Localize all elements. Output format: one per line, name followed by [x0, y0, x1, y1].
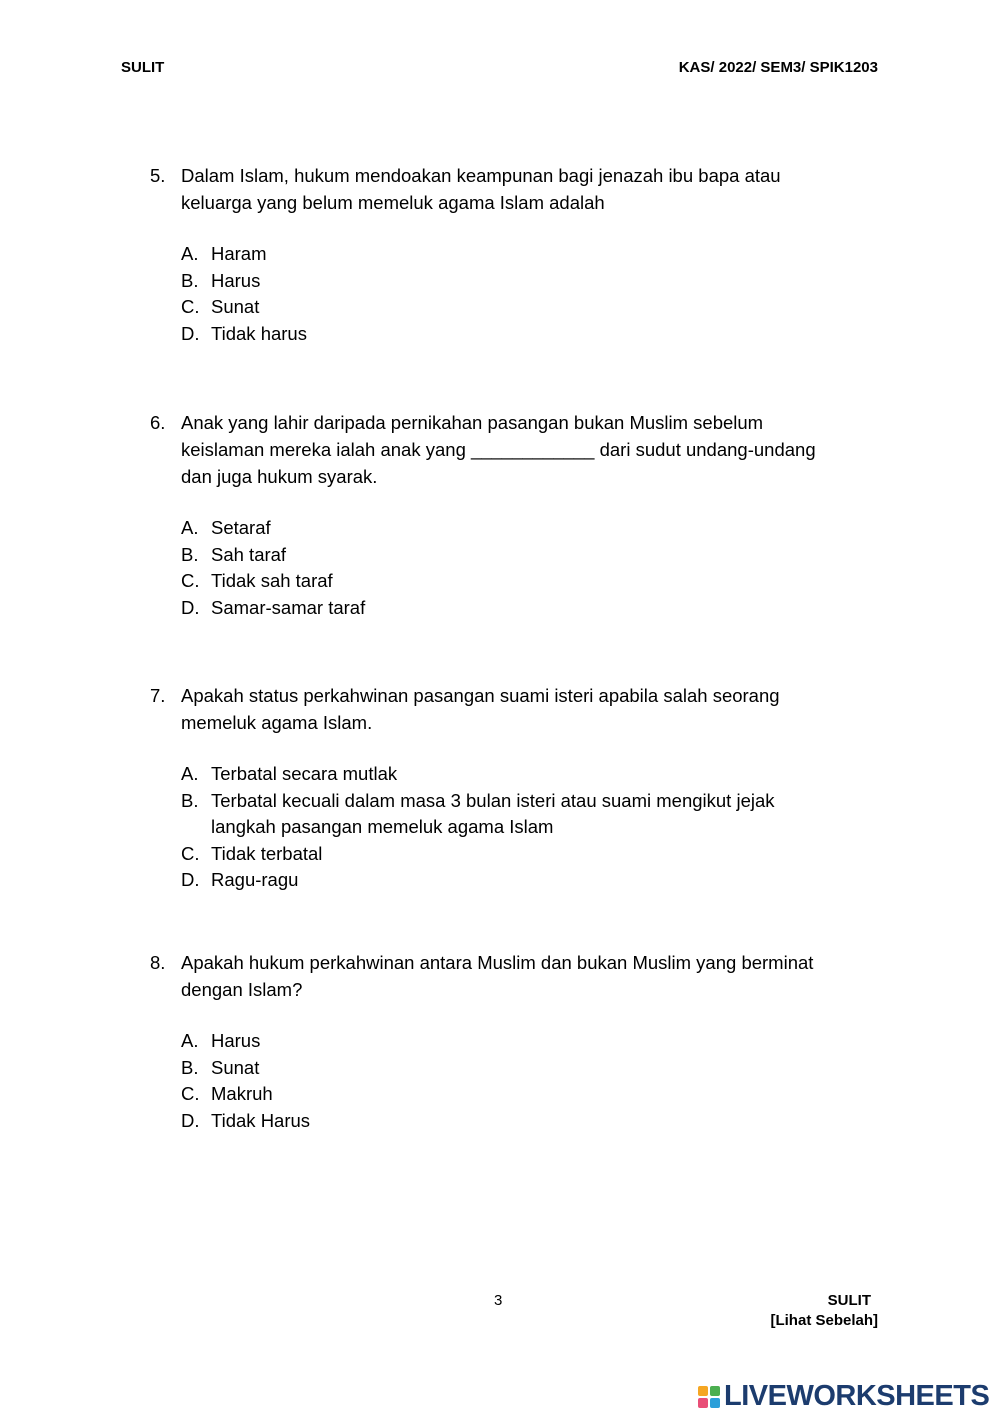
option-b[interactable]: B. Harus [181, 269, 261, 291]
option-b[interactable]: B. Terbatal kecuali dalam masa 3 bulan isteri atau suami mengikut jejak langkah pasangan memeluk agama Islam [181, 789, 775, 838]
option-a[interactable]: A. Setaraf [181, 517, 271, 538]
option-a[interactable]: A. Terbatal secara mutlak [181, 763, 398, 784]
question-text: Dalam Islam, hukum mendoakan keampunan bagi jenazah ibu bapa atau keluarga yang belum memeluk agama Islam adalah [181, 165, 781, 213]
question-number: 8. [150, 952, 166, 973]
option-d[interactable]: D. Tidak harus [181, 322, 307, 344]
logo-tile-v [698, 1398, 708, 1408]
logo-tile-l [698, 1386, 708, 1396]
question-number: 7. [150, 685, 166, 706]
footer-classification: SULIT [827, 1292, 871, 1309]
option-a[interactable]: A. Haram [181, 243, 267, 264]
option-a[interactable]: A. Harus [181, 1030, 261, 1051]
logo-tile-i [710, 1386, 720, 1396]
question-number: 5. [150, 165, 166, 186]
answer-options [150, 1028, 880, 1134]
option-d[interactable]: D. Samar-samar taraf [181, 596, 366, 618]
header-classification: SULIT [121, 59, 165, 76]
option-d[interactable]: D. Ragu-ragu [181, 869, 299, 891]
question-text: Apakah status perkahwinan pasangan suami isteri apabila salah seorang memeluk agama Islam. [181, 685, 780, 733]
option-d[interactable]: D. Tidak Harus [181, 1109, 311, 1131]
answer-options [150, 241, 880, 347]
answer-options [150, 515, 880, 621]
question-text: Apakah hukum perkahwinan antara Muslim dan bukan Muslim yang berminat dengan Islam? [181, 952, 814, 1000]
question-8 [150, 949, 880, 1134]
option-c[interactable]: C. Tidak sah taraf [181, 570, 333, 592]
question-5 [150, 162, 880, 347]
liveworksheets-watermark [698, 1380, 989, 1413]
option-c[interactable]: C. Sunat [181, 296, 260, 318]
question-text: Anak yang lahir daripada pernikahan pasangan bukan Muslim sebelum keislaman mereka ialah anak yang ____________ dari sudut undang-undang dan juga hukum syarak. [181, 412, 816, 487]
logo-tile-e [710, 1398, 720, 1408]
option-b[interactable]: B. Sah taraf [181, 543, 287, 565]
question-6 [150, 409, 880, 621]
answer-options [150, 761, 880, 894]
question-number: 6. [150, 412, 166, 433]
option-c[interactable]: C. Makruh [181, 1083, 273, 1105]
liveworksheets-logo-icon [698, 1386, 720, 1408]
page-number: 3 [494, 1292, 503, 1309]
header-exam-code: KAS/ 2022/ SEM3/ SPIK1203 [678, 59, 878, 76]
liveworksheets-wordmark: LIVEWORKSHEETS [724, 1380, 990, 1412]
question-7 [150, 682, 880, 894]
option-b[interactable]: B. Sunat [181, 1056, 260, 1078]
option-c[interactable]: C. Tidak terbatal [181, 842, 323, 864]
footer-next-page-note: [Lihat Sebelah] [770, 1312, 878, 1329]
